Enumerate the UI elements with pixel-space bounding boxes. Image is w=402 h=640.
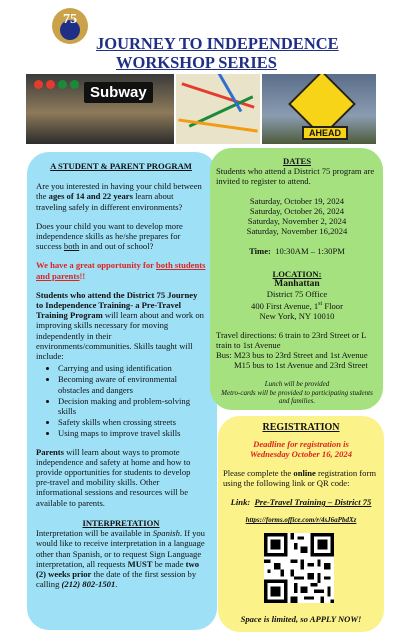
bus-directions-1: Bus: M23 bus to 23rd Street and 1st Avenue: [216, 349, 368, 360]
subway-map-photo: [176, 74, 260, 144]
subway-sign: Subway: [84, 82, 153, 103]
program-heading: A STUDENT & PARENT PROGRAM: [50, 161, 192, 171]
subway-photo: [26, 74, 174, 144]
dates-intro: Students who attend a District 75 program are invited to register to attend.: [216, 166, 375, 187]
time-row: Time: 10:30AM – 1:30PM: [249, 246, 345, 257]
location-office: District 75 Office: [266, 289, 328, 300]
skill-item: • Becoming aware of environmental obstacles and dangers: [58, 374, 206, 394]
interpretation-text: Interpretation will be available in Spanish. If you would like to receive interpretation in a language other than Spanish, or to request Sign Language interpretation, all requests MUST be made two (2) weeks prior the date of the first session by calling (212) 802-1501.: [36, 528, 205, 590]
deadline-line-2: Wednesday October 16, 2024: [250, 449, 352, 460]
interpretation-heading: INTERPRETATION: [82, 517, 160, 528]
location-address: 400 First Avenue, 1st Floor: [251, 301, 343, 312]
logo-text: 75: [63, 12, 77, 27]
date-item: Saturday, November 16,2024: [246, 226, 348, 237]
parents-text: Parents will learn about ways to promote independence and safety at home and how to provide opportunities for students to develop pre-travel and mobility skills. Other informational sessions and resources will be available to parents.: [36, 446, 191, 508]
bus-directions-2: M15 bus to 1st Avenue and 23rd Street: [234, 360, 368, 371]
deadline-line-1: Deadline for registration is: [253, 439, 349, 450]
program-content: [36, 161, 206, 589]
location-heading: LOCATION:: [272, 268, 322, 279]
travel-directions: Travel directions: 6 train to 23rd Street or L train to 1st Avenue: [216, 329, 367, 350]
skill-item: • Using maps to improve travel skills: [58, 428, 206, 438]
title-line-2: WORKSHOP SERIES: [116, 53, 277, 72]
space-limited-note: Space is limited, so APPLY NOW!: [240, 614, 362, 624]
qr-code[interactable]: [264, 533, 334, 603]
date-item: Saturday, November 2, 2024: [247, 216, 347, 227]
registration-heading: REGISTRATION: [262, 422, 340, 433]
skill-item: • Safety skills when crossing streets: [58, 417, 206, 427]
subway-line-icons: [34, 80, 79, 89]
metro-card-note: Metro-cards will be provided to participating students and families.: [221, 388, 373, 406]
school-crossing-sign-photo: [262, 74, 376, 144]
date-item: Saturday, October 19, 2024: [249, 195, 345, 206]
registration-link[interactable]: Pre-Travel Training – District 75: [254, 497, 372, 508]
registration-instructions: Please complete the online registration form using the following link or QR code:: [223, 467, 376, 488]
district-75-logo: [50, 6, 90, 46]
registration-content: [223, 423, 379, 525]
registration-url[interactable]: https://forms.office.com/r/4sJ6aPbdXz: [245, 516, 357, 525]
ahead-sign: AHEAD: [302, 126, 348, 140]
lunch-note: Lunch will be provided: [264, 380, 330, 389]
page-title: [96, 34, 396, 72]
dates-content: [216, 156, 378, 406]
title-line-1: JOURNEY TO INDEPENDENCE: [96, 34, 339, 53]
dates-heading: DATES: [282, 156, 312, 166]
skill-item: • Carrying and using identification: [58, 363, 206, 373]
skills-list: [36, 363, 206, 438]
program-question-2: Does your child you want to develop more independence skills as he/she prepares for success both in and out of school?: [36, 220, 183, 252]
opportunity-text: We have a great opportunity for both students and parents!!: [36, 260, 206, 281]
date-item: Saturday, October 26, 2024: [249, 205, 345, 216]
skill-item: • Decision making and problem-solving skills: [58, 396, 206, 416]
registration-link-row: Link: Pre-Travel Training – District 75: [230, 497, 372, 508]
program-description: Students who attend the District 75 Journey to Independence Training- a Pre-Travel Training Program will learn about and work on improving skills necessary for moving independently in their environments/communities. Skills taught will include:: [36, 289, 204, 362]
location-city: New York, NY 10010: [259, 311, 335, 322]
photo-strip: [26, 74, 376, 144]
program-question-1: Are you interested in having your child between the ages of 14 and 22 years learn about traveling safely in different environments?: [36, 181, 202, 212]
location-borough: Manhattan: [274, 278, 320, 289]
